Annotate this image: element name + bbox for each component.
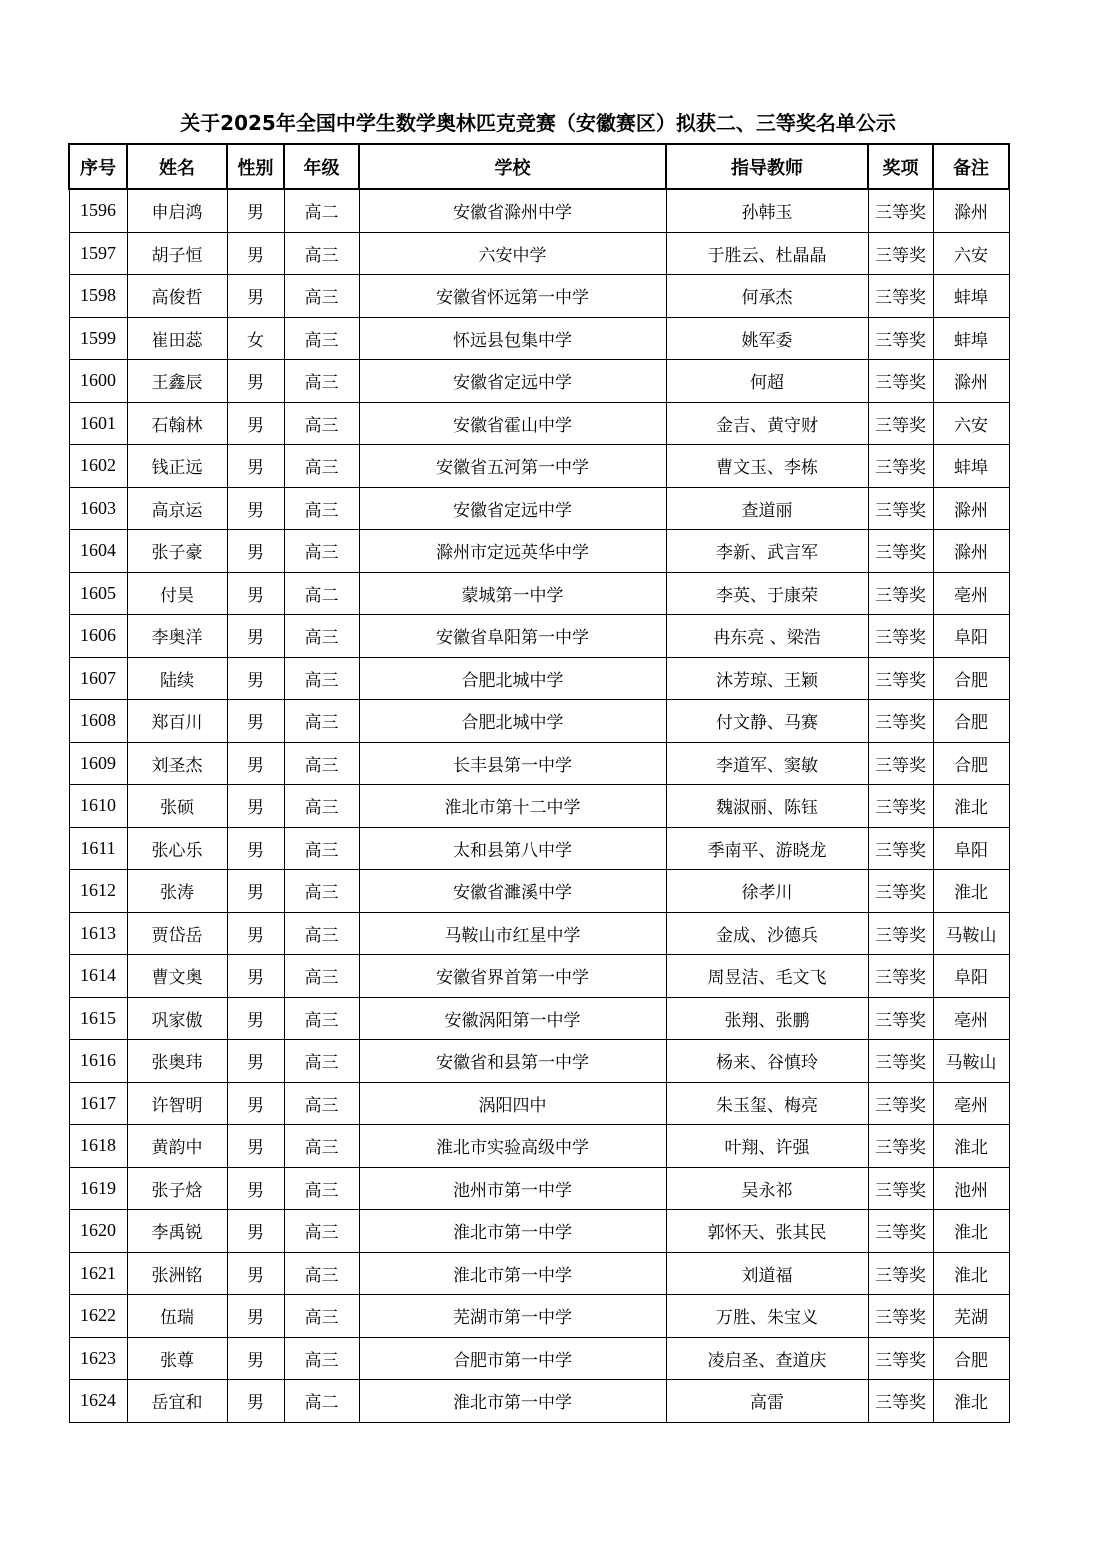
cell-name: 胡子恒 xyxy=(127,232,227,275)
cell-school: 长丰县第一中学 xyxy=(359,742,666,785)
cell-teacher: 金吉、黄守财 xyxy=(666,402,868,445)
cell-gender: 男 xyxy=(227,189,284,232)
cell-award: 三等奖 xyxy=(868,997,933,1040)
cell-grade: 高三 xyxy=(284,445,359,488)
table-row xyxy=(69,615,1009,658)
cell-seq: 1607 xyxy=(69,657,127,700)
cell-name: 张子豪 xyxy=(127,530,227,573)
cell-gender: 男 xyxy=(227,1380,284,1423)
cell-name: 张心乐 xyxy=(127,827,227,870)
cell-gender: 男 xyxy=(227,572,284,615)
cell-name: 陆续 xyxy=(127,657,227,700)
cell-school: 淮北市第一中学 xyxy=(359,1210,666,1253)
cell-name: 王鑫辰 xyxy=(127,360,227,403)
cell-name: 张硕 xyxy=(127,785,227,828)
cell-seq: 1600 xyxy=(69,360,127,403)
cell-seq: 1623 xyxy=(69,1337,127,1380)
cell-school: 涡阳四中 xyxy=(359,1082,666,1125)
cell-award: 三等奖 xyxy=(868,700,933,743)
cell-award: 三等奖 xyxy=(868,615,933,658)
cell-school: 安徽涡阳第一中学 xyxy=(359,997,666,1040)
table-row xyxy=(69,1125,1009,1168)
table-row xyxy=(69,1040,1009,1083)
cell-gender: 男 xyxy=(227,700,284,743)
cell-seq: 1619 xyxy=(69,1167,127,1210)
cell-name: 张涛 xyxy=(127,870,227,913)
cell-note: 亳州 xyxy=(933,572,1009,615)
cell-school: 安徽省怀远第一中学 xyxy=(359,275,666,318)
cell-award: 三等奖 xyxy=(868,530,933,573)
cell-teacher: 季南平、游晓龙 xyxy=(666,827,868,870)
cell-gender: 男 xyxy=(227,445,284,488)
cell-award: 三等奖 xyxy=(868,1040,933,1083)
cell-teacher: 凌启圣、查道庆 xyxy=(666,1337,868,1380)
cell-seq: 1604 xyxy=(69,530,127,573)
cell-name: 岳宜和 xyxy=(127,1380,227,1423)
cell-school: 马鞍山市红星中学 xyxy=(359,912,666,955)
cell-note: 阜阳 xyxy=(933,955,1009,998)
cell-school: 池州市第一中学 xyxy=(359,1167,666,1210)
cell-teacher: 杨来、谷慎玲 xyxy=(666,1040,868,1083)
cell-school: 安徽省濉溪中学 xyxy=(359,870,666,913)
cell-name: 张尊 xyxy=(127,1337,227,1380)
table-row xyxy=(69,1295,1009,1338)
cell-teacher: 于胜云、杜晶晶 xyxy=(666,232,868,275)
cell-name: 张奥玮 xyxy=(127,1040,227,1083)
cell-teacher: 姚军委 xyxy=(666,317,868,360)
header-gender: 性别 xyxy=(227,144,284,189)
cell-school: 滁州市定远英华中学 xyxy=(359,530,666,573)
table-row xyxy=(69,1337,1009,1380)
table-row xyxy=(69,997,1009,1040)
cell-name: 李禹锐 xyxy=(127,1210,227,1253)
cell-gender: 男 xyxy=(227,530,284,573)
cell-school: 安徽省和县第一中学 xyxy=(359,1040,666,1083)
cell-award: 三等奖 xyxy=(868,1210,933,1253)
cell-seq: 1613 xyxy=(69,912,127,955)
cell-note: 马鞍山 xyxy=(933,912,1009,955)
cell-note: 滁州 xyxy=(933,360,1009,403)
cell-note: 池州 xyxy=(933,1167,1009,1210)
cell-award: 三等奖 xyxy=(868,445,933,488)
cell-teacher: 孙韩玉 xyxy=(666,189,868,232)
cell-grade: 高三 xyxy=(284,1125,359,1168)
cell-note: 淮北 xyxy=(933,785,1009,828)
cell-gender: 男 xyxy=(227,487,284,530)
table-row xyxy=(69,487,1009,530)
cell-seq: 1624 xyxy=(69,1380,127,1423)
cell-grade: 高三 xyxy=(284,1210,359,1253)
table-row xyxy=(69,1252,1009,1295)
cell-seq: 1610 xyxy=(69,785,127,828)
cell-teacher: 朱玉玺、梅亮 xyxy=(666,1082,868,1125)
cell-grade: 高三 xyxy=(284,870,359,913)
cell-grade: 高二 xyxy=(284,572,359,615)
cell-award: 三等奖 xyxy=(868,189,933,232)
cell-gender: 男 xyxy=(227,360,284,403)
table-row xyxy=(69,530,1009,573)
cell-school: 安徽省阜阳第一中学 xyxy=(359,615,666,658)
cell-award: 三等奖 xyxy=(868,912,933,955)
cell-award: 三等奖 xyxy=(868,1337,933,1380)
cell-gender: 男 xyxy=(227,955,284,998)
cell-seq: 1612 xyxy=(69,870,127,913)
cell-grade: 高三 xyxy=(284,1040,359,1083)
cell-award: 三等奖 xyxy=(868,1082,933,1125)
cell-teacher: 冉东亮 、梁浩 xyxy=(666,615,868,658)
cell-gender: 男 xyxy=(227,1125,284,1168)
cell-note: 蚌埠 xyxy=(933,275,1009,318)
table-row xyxy=(69,402,1009,445)
table-row xyxy=(69,742,1009,785)
cell-school: 蒙城第一中学 xyxy=(359,572,666,615)
cell-grade: 高三 xyxy=(284,1337,359,1380)
cell-name: 高俊哲 xyxy=(127,275,227,318)
cell-teacher: 高雷 xyxy=(666,1380,868,1423)
cell-teacher: 查道丽 xyxy=(666,487,868,530)
cell-note: 亳州 xyxy=(933,997,1009,1040)
table-row xyxy=(69,1167,1009,1210)
cell-name: 张洲铭 xyxy=(127,1252,227,1295)
cell-note: 六安 xyxy=(933,402,1009,445)
cell-note: 合肥 xyxy=(933,1337,1009,1380)
cell-teacher: 付文静、马赛 xyxy=(666,700,868,743)
cell-gender: 男 xyxy=(227,1082,284,1125)
cell-award: 三等奖 xyxy=(868,742,933,785)
table-row xyxy=(69,827,1009,870)
cell-seq: 1616 xyxy=(69,1040,127,1083)
table-row xyxy=(69,1380,1009,1423)
cell-school: 太和县第八中学 xyxy=(359,827,666,870)
cell-name: 曹文奥 xyxy=(127,955,227,998)
cell-note: 蚌埠 xyxy=(933,445,1009,488)
cell-name: 付昊 xyxy=(127,572,227,615)
cell-grade: 高三 xyxy=(284,742,359,785)
cell-award: 三等奖 xyxy=(868,317,933,360)
cell-note: 淮北 xyxy=(933,1252,1009,1295)
cell-teacher: 曹文玉、李栋 xyxy=(666,445,868,488)
cell-gender: 男 xyxy=(227,402,284,445)
table-row xyxy=(69,445,1009,488)
cell-seq: 1621 xyxy=(69,1252,127,1295)
cell-award: 三等奖 xyxy=(868,1380,933,1423)
cell-note: 阜阳 xyxy=(933,615,1009,658)
cell-teacher: 叶翔、许强 xyxy=(666,1125,868,1168)
cell-gender: 男 xyxy=(227,275,284,318)
cell-grade: 高二 xyxy=(284,1380,359,1423)
cell-grade: 高三 xyxy=(284,1295,359,1338)
cell-school: 淮北市第一中学 xyxy=(359,1380,666,1423)
cell-school: 怀远县包集中学 xyxy=(359,317,666,360)
cell-grade: 高三 xyxy=(284,997,359,1040)
cell-award: 三等奖 xyxy=(868,1167,933,1210)
cell-name: 刘圣杰 xyxy=(127,742,227,785)
cell-gender: 男 xyxy=(227,1167,284,1210)
table-row xyxy=(69,360,1009,403)
cell-note: 亳州 xyxy=(933,1082,1009,1125)
cell-seq: 1596 xyxy=(69,189,127,232)
cell-teacher: 万胜、朱宝义 xyxy=(666,1295,868,1338)
cell-grade: 高三 xyxy=(284,785,359,828)
cell-teacher: 张翔、张鹏 xyxy=(666,997,868,1040)
cell-note: 阜阳 xyxy=(933,827,1009,870)
cell-school: 芜湖市第一中学 xyxy=(359,1295,666,1338)
cell-note: 合肥 xyxy=(933,700,1009,743)
header-name: 姓名 xyxy=(127,144,227,189)
cell-school: 安徽省五河第一中学 xyxy=(359,445,666,488)
cell-gender: 男 xyxy=(227,615,284,658)
table-header xyxy=(69,144,1009,189)
cell-gender: 男 xyxy=(227,1295,284,1338)
cell-award: 三等奖 xyxy=(868,1295,933,1338)
cell-school: 安徽省定远中学 xyxy=(359,360,666,403)
cell-seq: 1603 xyxy=(69,487,127,530)
cell-seq: 1614 xyxy=(69,955,127,998)
cell-gender: 男 xyxy=(227,232,284,275)
cell-grade: 高三 xyxy=(284,232,359,275)
table-row xyxy=(69,955,1009,998)
cell-gender: 男 xyxy=(227,1040,284,1083)
cell-grade: 高三 xyxy=(284,530,359,573)
cell-grade: 高三 xyxy=(284,700,359,743)
cell-note: 合肥 xyxy=(933,657,1009,700)
cell-note: 滁州 xyxy=(933,530,1009,573)
awards-table xyxy=(68,143,1010,1423)
cell-seq: 1622 xyxy=(69,1295,127,1338)
cell-grade: 高三 xyxy=(284,1252,359,1295)
cell-grade: 高三 xyxy=(284,1167,359,1210)
cell-teacher: 魏淑丽、陈钰 xyxy=(666,785,868,828)
header-seq: 序号 xyxy=(69,144,127,189)
cell-teacher: 周昱洁、毛文飞 xyxy=(666,955,868,998)
cell-name: 申启鸿 xyxy=(127,189,227,232)
cell-award: 三等奖 xyxy=(868,487,933,530)
cell-name: 钱正远 xyxy=(127,445,227,488)
table-row xyxy=(69,317,1009,360)
cell-note: 六安 xyxy=(933,232,1009,275)
cell-gender: 男 xyxy=(227,997,284,1040)
cell-seq: 1611 xyxy=(69,827,127,870)
cell-gender: 男 xyxy=(227,827,284,870)
cell-grade: 高三 xyxy=(284,487,359,530)
cell-gender: 女 xyxy=(227,317,284,360)
table-body xyxy=(69,189,1009,1422)
table-row xyxy=(69,785,1009,828)
cell-grade: 高三 xyxy=(284,827,359,870)
table-row xyxy=(69,1210,1009,1253)
cell-award: 三等奖 xyxy=(868,360,933,403)
cell-note: 淮北 xyxy=(933,1210,1009,1253)
header-award: 奖项 xyxy=(868,144,933,189)
cell-school: 合肥北城中学 xyxy=(359,657,666,700)
cell-award: 三等奖 xyxy=(868,870,933,913)
cell-award: 三等奖 xyxy=(868,955,933,998)
cell-teacher: 沐芳琼、王颖 xyxy=(666,657,868,700)
cell-award: 三等奖 xyxy=(868,657,933,700)
cell-name: 张子焓 xyxy=(127,1167,227,1210)
cell-award: 三等奖 xyxy=(868,275,933,318)
cell-school: 淮北市第十二中学 xyxy=(359,785,666,828)
cell-name: 崔田蕊 xyxy=(127,317,227,360)
header-teacher: 指导教师 xyxy=(666,144,868,189)
table-row xyxy=(69,232,1009,275)
cell-name: 巩家傲 xyxy=(127,997,227,1040)
cell-name: 贾岱岳 xyxy=(127,912,227,955)
cell-teacher: 何承杰 xyxy=(666,275,868,318)
cell-school: 安徽省定远中学 xyxy=(359,487,666,530)
cell-gender: 男 xyxy=(227,742,284,785)
cell-teacher: 吴永祁 xyxy=(666,1167,868,1210)
cell-seq: 1601 xyxy=(69,402,127,445)
table-row xyxy=(69,275,1009,318)
cell-note: 滁州 xyxy=(933,189,1009,232)
cell-name: 高京运 xyxy=(127,487,227,530)
cell-name: 伍瑞 xyxy=(127,1295,227,1338)
header-row xyxy=(69,144,1009,189)
cell-teacher: 李新、武言军 xyxy=(666,530,868,573)
cell-seq: 1598 xyxy=(69,275,127,318)
cell-seq: 1608 xyxy=(69,700,127,743)
cell-note: 合肥 xyxy=(933,742,1009,785)
cell-gender: 男 xyxy=(227,657,284,700)
cell-name: 黄韵中 xyxy=(127,1125,227,1168)
cell-teacher: 郭怀天、张其民 xyxy=(666,1210,868,1253)
cell-note: 芜湖 xyxy=(933,1295,1009,1338)
cell-gender: 男 xyxy=(227,1337,284,1380)
table-row xyxy=(69,572,1009,615)
cell-note: 淮北 xyxy=(933,1125,1009,1168)
cell-teacher: 金成、沙德兵 xyxy=(666,912,868,955)
cell-note: 蚌埠 xyxy=(933,317,1009,360)
cell-note: 滁州 xyxy=(933,487,1009,530)
cell-name: 李奥洋 xyxy=(127,615,227,658)
header-school: 学校 xyxy=(359,144,666,189)
cell-grade: 高三 xyxy=(284,1082,359,1125)
cell-gender: 男 xyxy=(227,1210,284,1253)
cell-seq: 1605 xyxy=(69,572,127,615)
table-row xyxy=(69,870,1009,913)
cell-award: 三等奖 xyxy=(868,827,933,870)
cell-name: 许智明 xyxy=(127,1082,227,1125)
cell-award: 三等奖 xyxy=(868,572,933,615)
table-row xyxy=(69,1082,1009,1125)
cell-teacher: 李道军、窦敏 xyxy=(666,742,868,785)
table-row xyxy=(69,657,1009,700)
cell-grade: 高二 xyxy=(284,189,359,232)
cell-gender: 男 xyxy=(227,870,284,913)
cell-award: 三等奖 xyxy=(868,1125,933,1168)
cell-seq: 1620 xyxy=(69,1210,127,1253)
cell-grade: 高三 xyxy=(284,912,359,955)
table-row xyxy=(69,189,1009,232)
document-title: 关于2025年全国中学生数学奥林匹克竞赛（安徽赛区）拟获二、三等奖名单公示 xyxy=(180,111,896,135)
cell-school: 安徽省霍山中学 xyxy=(359,402,666,445)
cell-grade: 高三 xyxy=(284,360,359,403)
cell-gender: 男 xyxy=(227,1252,284,1295)
cell-gender: 男 xyxy=(227,912,284,955)
cell-note: 马鞍山 xyxy=(933,1040,1009,1083)
cell-teacher: 何超 xyxy=(666,360,868,403)
cell-school: 安徽省界首第一中学 xyxy=(359,955,666,998)
cell-seq: 1615 xyxy=(69,997,127,1040)
cell-note: 淮北 xyxy=(933,1380,1009,1423)
cell-seq: 1609 xyxy=(69,742,127,785)
cell-seq: 1597 xyxy=(69,232,127,275)
header-note: 备注 xyxy=(933,144,1009,189)
cell-name: 石翰林 xyxy=(127,402,227,445)
cell-seq: 1602 xyxy=(69,445,127,488)
cell-seq: 1599 xyxy=(69,317,127,360)
cell-award: 三等奖 xyxy=(868,785,933,828)
cell-school: 六安中学 xyxy=(359,232,666,275)
cell-teacher: 刘道福 xyxy=(666,1252,868,1295)
table-row xyxy=(69,912,1009,955)
cell-gender: 男 xyxy=(227,785,284,828)
cell-school: 合肥市第一中学 xyxy=(359,1337,666,1380)
cell-award: 三等奖 xyxy=(868,1252,933,1295)
cell-grade: 高三 xyxy=(284,955,359,998)
cell-note: 淮北 xyxy=(933,870,1009,913)
cell-school: 合肥北城中学 xyxy=(359,700,666,743)
header-grade: 年级 xyxy=(284,144,359,189)
cell-grade: 高三 xyxy=(284,657,359,700)
cell-school: 安徽省滁州中学 xyxy=(359,189,666,232)
cell-name: 郑百川 xyxy=(127,700,227,743)
cell-grade: 高三 xyxy=(284,275,359,318)
cell-award: 三等奖 xyxy=(868,232,933,275)
cell-seq: 1606 xyxy=(69,615,127,658)
cell-award: 三等奖 xyxy=(868,402,933,445)
cell-school: 淮北市实验高级中学 xyxy=(359,1125,666,1168)
cell-grade: 高三 xyxy=(284,317,359,360)
cell-teacher: 李英、于康荣 xyxy=(666,572,868,615)
table-row xyxy=(69,700,1009,743)
cell-seq: 1617 xyxy=(69,1082,127,1125)
cell-teacher: 徐孝川 xyxy=(666,870,868,913)
cell-grade: 高三 xyxy=(284,402,359,445)
cell-seq: 1618 xyxy=(69,1125,127,1168)
cell-school: 淮北市第一中学 xyxy=(359,1252,666,1295)
cell-grade: 高三 xyxy=(284,615,359,658)
